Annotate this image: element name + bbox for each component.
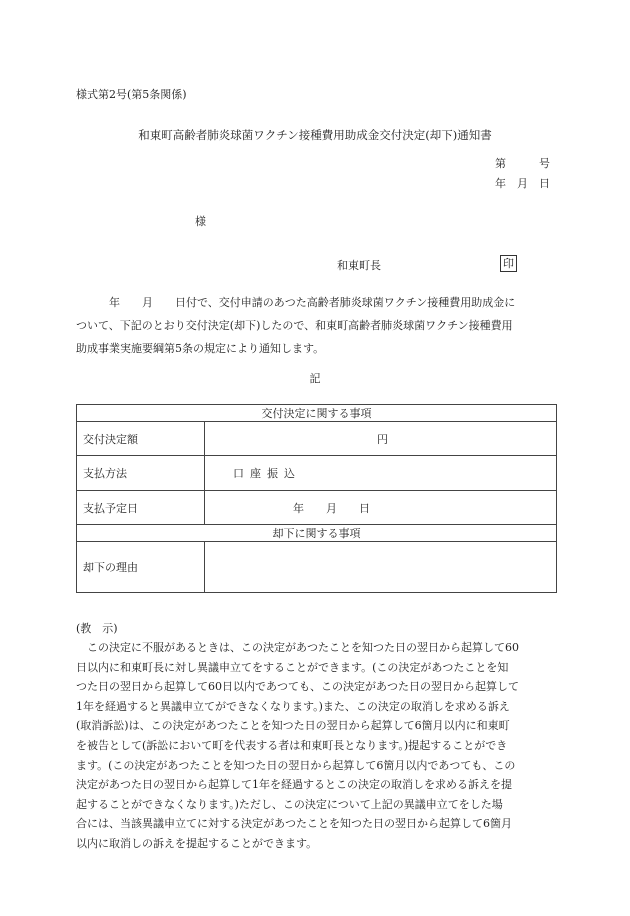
body-line: ついて、下記のとおり交付決定(却下)したので、和東町高齢者肺炎球菌ワクチン接種費用 [76,319,513,332]
table-row [77,456,557,491]
table-row [77,491,557,525]
document-number: 第 号 [495,157,550,170]
value-payment-date: 年 月 日 [205,491,557,525]
table-row [77,422,557,456]
notice-line: 起することができなくなります。)ただし、この決定について上記の異議申立てをした場 [76,797,503,811]
value-payment-method: 口座振込 [205,456,557,491]
notice-paragraph [76,638,560,854]
notice-line: この決定に不服があるときは、この決定があつたことを知つた日の翌日から起算して60 [76,641,519,654]
label-payment-method: 支払方法 [77,456,205,491]
issuer-name: 和東町長 [337,259,381,272]
label-reject-reason: 却下の理由 [77,542,205,593]
decision-table [76,404,557,593]
notice-line: 日以内に和東町長に対し異議申立てをすることができます。(この決定があつたことを知 [76,660,509,674]
notice-line: 以内に取消しの訴えを提起することができます。 [76,836,318,850]
body-line: 助成事業実施要綱第5条の規定により通知します。 [76,342,325,355]
body-line: 年 月 日付で、交付申請のあつた高齢者肺炎球菌ワクチン接種費用助成金に [76,296,516,309]
document-date: 年 月 日 [495,177,550,190]
notice-line: (取消訴訟)は、この決定があつたことを知つた日の翌日から起算して6箇月以内に和東町 [76,719,510,733]
form-number: 様式第2号(第5条関係) [76,88,187,101]
notice-line: ます。(この決定があつたことを知つた日の翌日から起算して6箇月以内であつても、この [76,758,516,772]
body-paragraph [76,291,556,360]
value-grant-amount: 円 [205,422,557,456]
section-reject-header: 却下に関する事項 [77,525,557,542]
notice-line: 合には、当該異議申立てに対する決定があつたことを知つた日の翌日から起算して6箇月 [76,817,512,831]
value-reject-reason [205,542,557,593]
notice-line: 1年を経過すると異議申立てができなくなります。)また、この決定の取消しを求める訴え [76,699,510,713]
notice-line: つた日の翌日から起算して60日以内であつても、この決定があつた日の翌日から起算して [76,680,519,694]
notice-heading: (教 示) [76,622,118,635]
seal-mark: 印 [500,255,517,272]
addressee-suffix: 様 [195,215,206,228]
notice-line: 決定があつた日の翌日から起算して1年を経過するとこの決定の取消しを求める訴えを提 [76,778,512,792]
ki-heading: 記 [309,372,321,385]
table-row [77,542,557,593]
label-grant-amount: 交付決定額 [77,422,205,456]
label-payment-date: 支払予定日 [77,491,205,525]
notice-line: を被告として(訴訟において町を代表する者は和東町長となります。)提起することができ [76,738,508,752]
section-grant-header: 交付決定に関する事項 [77,405,557,422]
document-title: 和東町高齢者肺炎球菌ワクチン接種費用助成金交付決定(却下)通知書 [138,128,492,142]
